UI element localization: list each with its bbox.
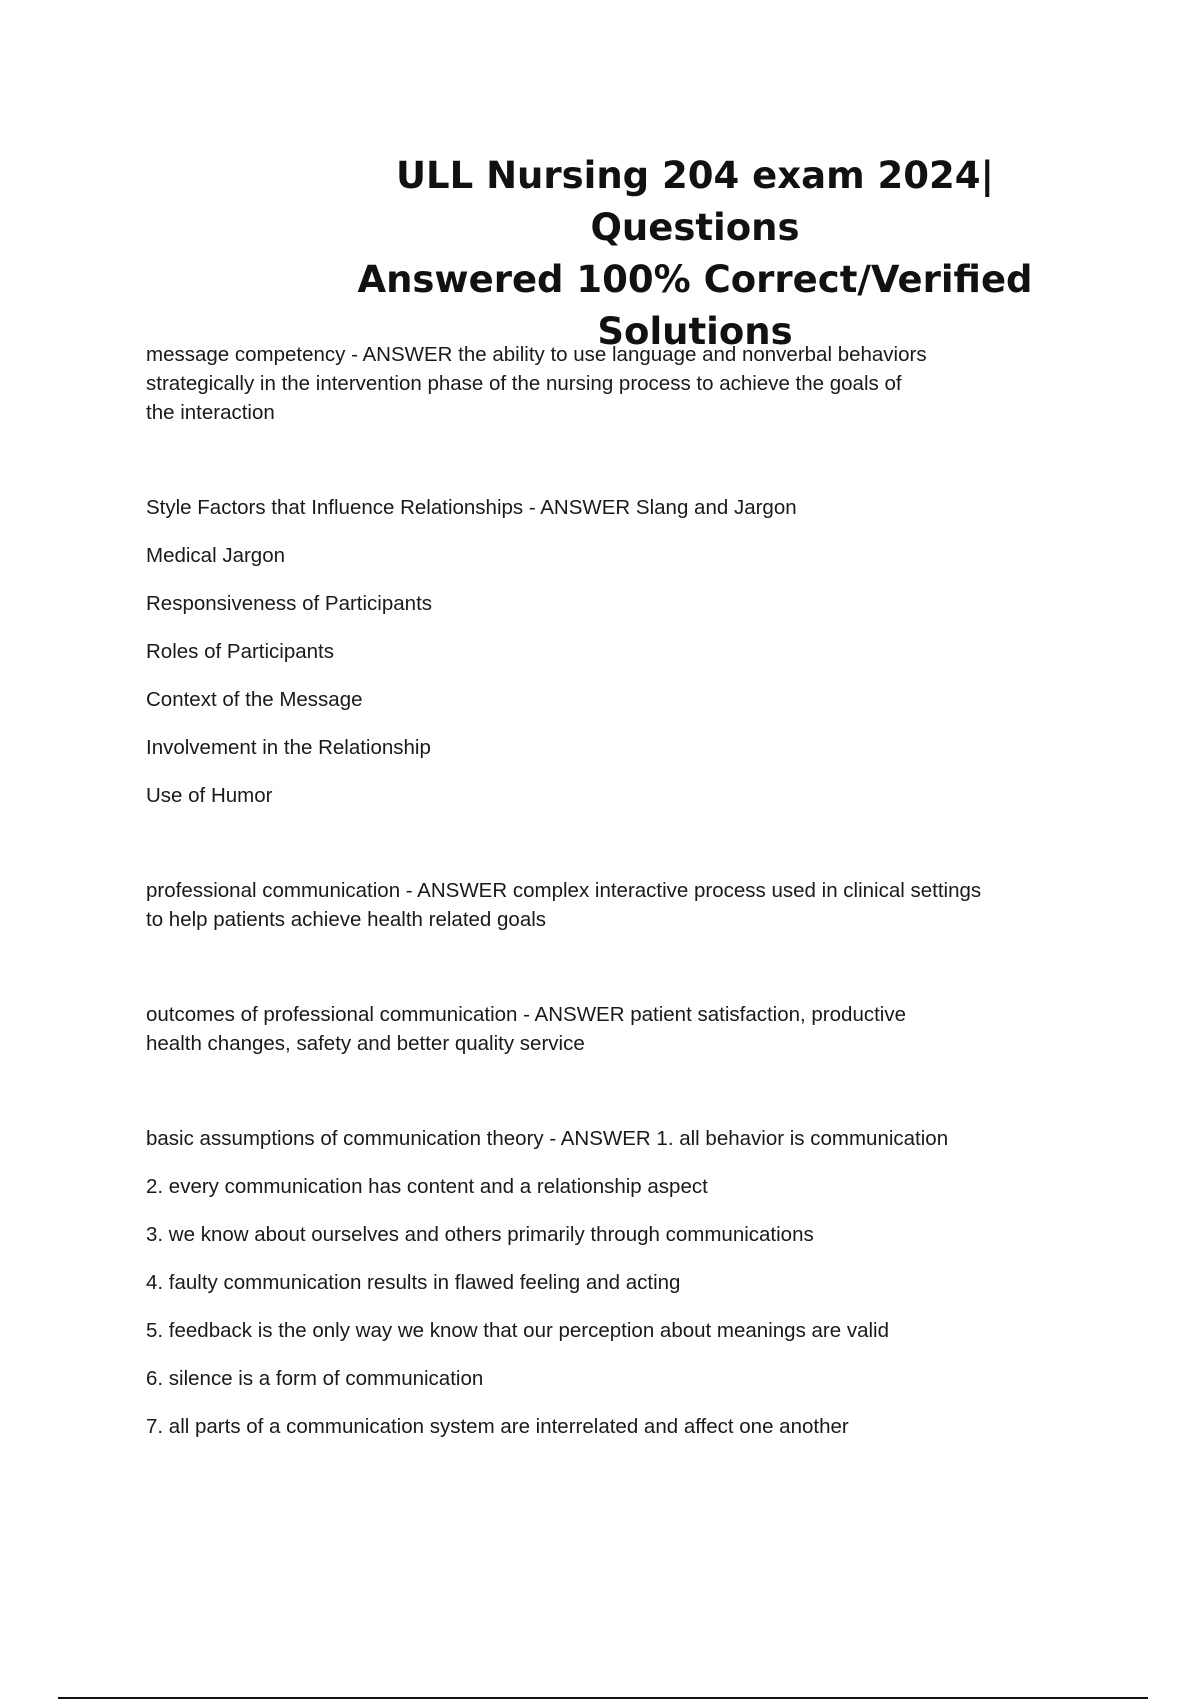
entry-line: professional communication - ANSWER complex interactive process used in clinical settings [146, 879, 982, 902]
qa-entry-message-competency [146, 340, 1066, 427]
qa-entry-communication-theory [146, 1124, 1066, 1441]
entry-line: Style Factors that Influence Relationships - ANSWER Slang and Jargon [146, 496, 797, 519]
list-item: Roles of Participants [146, 640, 335, 663]
entry-line: basic assumptions of communication theory - ANSWER 1. all behavior is communication [146, 1127, 949, 1150]
list-item: 7. all parts of a communication system are interrelated and affect one another [146, 1415, 849, 1438]
list-item: 6. silence is a form of communication [146, 1367, 484, 1390]
entry-line: to help patients achieve health related goals [146, 908, 547, 931]
list-item: 3. we know about ourselves and others primarily through communications [146, 1223, 814, 1246]
entry-line: message competency - ANSWER the ability to use language and nonverbal behaviors [146, 343, 927, 366]
title-line: Solutions [597, 310, 793, 353]
list-item: 2. every communication has content and a relationship aspect [146, 1175, 708, 1198]
list-item: 5. feedback is the only way we know that our perception about meanings are valid [146, 1319, 889, 1342]
document-body [146, 340, 1066, 1441]
list-item: Responsiveness of Participants [146, 592, 433, 615]
title-line: ULL Nursing 204 exam 2024| Questions [395, 154, 995, 249]
list-item: Medical Jargon [146, 544, 286, 567]
title-line: Answered 100% Correct/Verified [357, 258, 1033, 301]
entry-line: health changes, safety and better quality service [146, 1032, 585, 1055]
entry-line: the interaction [146, 401, 275, 424]
list-item: Involvement in the Relationship [146, 736, 431, 759]
list-item: Use of Humor [146, 784, 273, 807]
footer-divider [58, 1697, 1148, 1699]
qa-entry-outcomes [146, 1000, 1066, 1058]
list-item: Context of the Message [146, 688, 363, 711]
document-title [300, 150, 1090, 358]
entry-line: outcomes of professional communication - ANSWER patient satisfaction, productive [146, 1003, 906, 1026]
qa-entry-professional-communication [146, 876, 1066, 934]
qa-entry-style-factors [146, 493, 1066, 810]
entry-line: strategically in the intervention phase of the nursing process to achieve the goals of [146, 372, 902, 395]
list-item: 4. faulty communication results in flawed feeling and acting [146, 1271, 681, 1294]
